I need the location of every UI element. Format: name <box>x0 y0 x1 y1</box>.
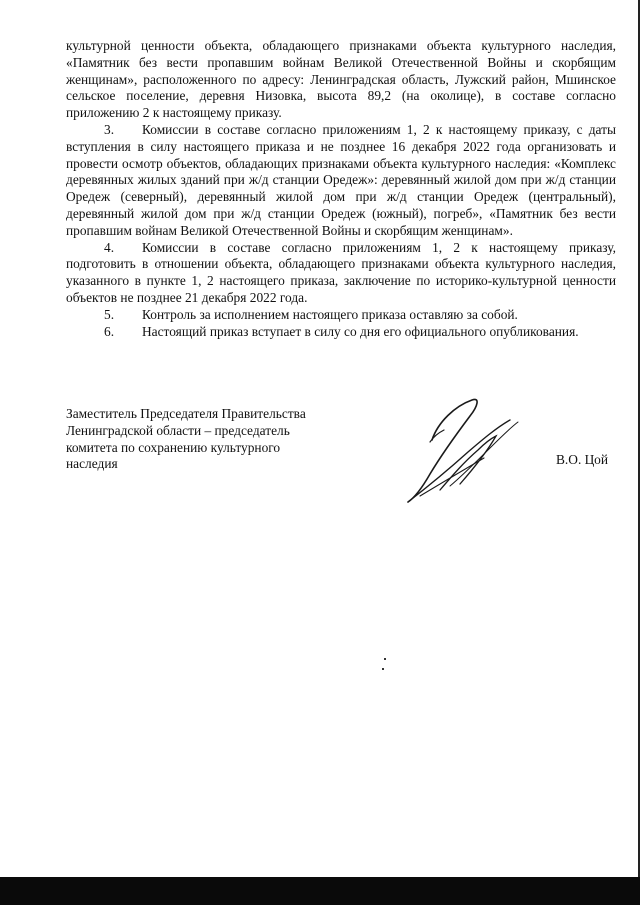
paragraph-6 <box>66 324 616 341</box>
paragraph-text: Комиссии в составе согласно приложениям 1, 2 к настоящему приказу, подготовить в отношении объекта, обладающего признаками объекта культурного наследия, указанного в пункте 1, 2 настоящего приказа, заключение по историко-культурной ценности объектов не позднее 21 декабря 2022 года. <box>66 239 616 305</box>
paragraph-4 <box>66 240 616 307</box>
paragraph-text: Контроль за исполнением настоящего приказа оставляю за собой. <box>142 306 518 322</box>
signatory-title-line: Заместитель Председателя Правительства <box>66 406 306 421</box>
signatory-title-line: наследия <box>66 456 118 472</box>
paragraph-text: культурной ценности объекта, обладающего признаками объекта культурного наследия, «Памятник без вести пропавшим войнам Великой Отечественной Войны и скорбящим женщинам», расположенного по адресу: Ленинградская область, Лужский район, Мшинское сельское поселение, деревня Низовка, высота 89,2 (на околице), в составе согласно приложению 2 к настоящему приказу. <box>66 38 616 121</box>
scan-speck <box>382 668 384 670</box>
paragraph-number: 4. <box>104 239 115 255</box>
handwritten-signature <box>400 392 530 507</box>
scan-speck <box>384 658 386 660</box>
paragraph-text: Настоящий приказ вступает в силу со дня его официального опубликования. <box>142 323 579 339</box>
scan-bottom-border <box>0 877 640 905</box>
paragraph-3 <box>66 122 616 240</box>
signatory-name: В.О. Цой <box>556 452 608 467</box>
signatory-title-line: Ленинградской области – председатель <box>66 422 290 438</box>
signatory-title-line: комитета по сохранению культурного <box>66 439 281 455</box>
paragraph-number: 6. <box>104 323 115 339</box>
document-body <box>66 38 616 340</box>
paragraph-text: Комиссии в составе согласно приложениям 1, 2 к настоящему приказу, с даты вступления в силу настоящего приказа и не позднее 16 декабря 2022 года организовать и провести осмотр объектов, обладающих признаками объекта культурного наследия: «Комплекс деревянных жилых зданий при ж/д станции Оредеж»: деревянный жилой дом при ж/д станции Оредеж (северный), деревянный жилой дом при ж/д станции Оредеж (центральный), деревянный жилой дом при ж/д станции Оредеж (южный), погреб», «Памятник без вести пропавшим войнам Великой Отечественной Войны и скорбящим женщинам». <box>66 121 616 238</box>
signatory-title <box>66 406 356 473</box>
paragraph-number: 5. <box>104 306 115 322</box>
paragraph-number: 3. <box>104 121 115 137</box>
paragraph-5 <box>66 307 616 324</box>
paragraph-continuation <box>66 38 616 122</box>
